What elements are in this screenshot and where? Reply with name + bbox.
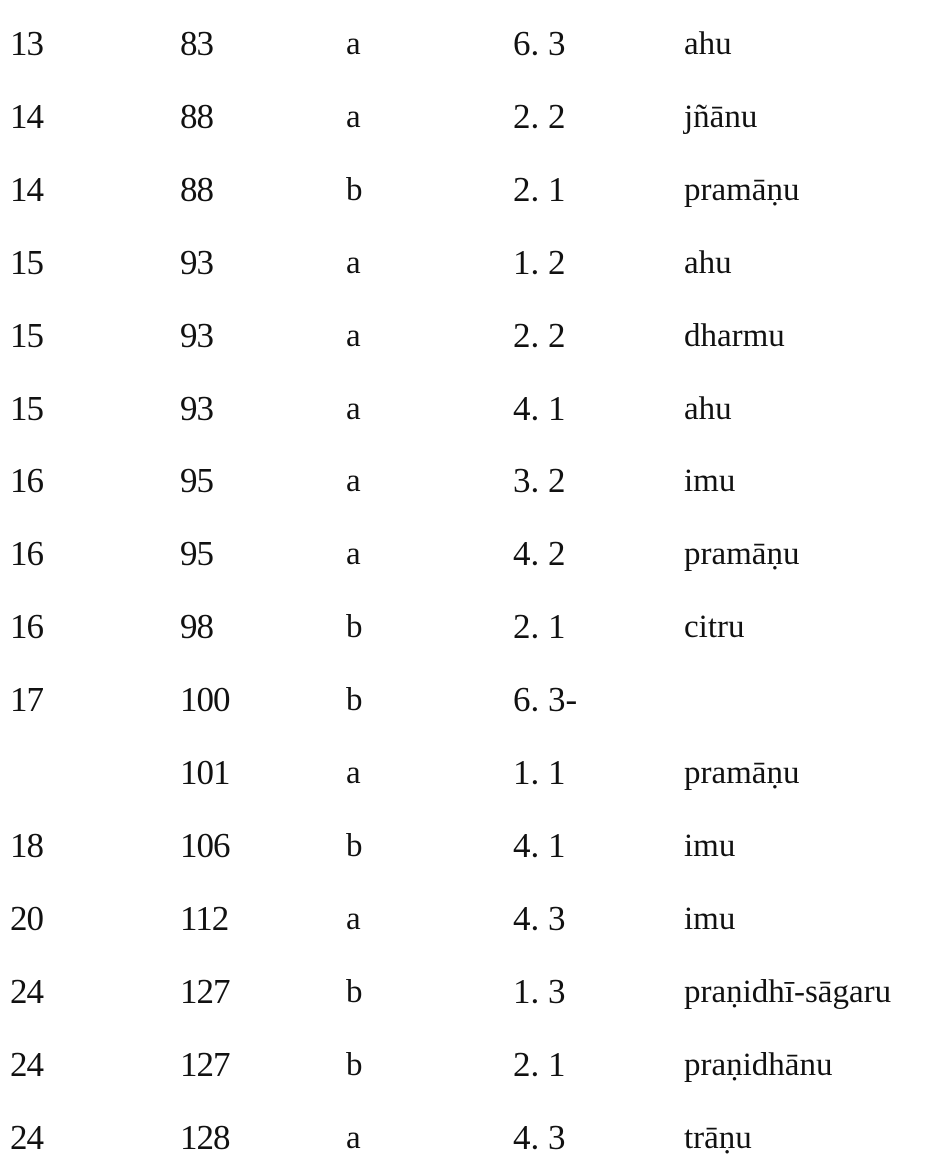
page-number: 127 <box>180 972 230 1011</box>
page-number: 95 <box>180 534 213 573</box>
table-row <box>0 607 945 647</box>
word-form: pramāṇu <box>684 755 800 791</box>
table-row <box>0 461 945 501</box>
table-row <box>0 680 945 720</box>
chapter-number: 14 <box>10 97 43 136</box>
line-reference: 4. 3 <box>513 1118 566 1157</box>
folio-side: a <box>346 245 361 281</box>
page-number: 95 <box>180 461 213 500</box>
word-form: pramāṇu <box>684 536 800 572</box>
line-reference: 1. 3 <box>513 972 566 1011</box>
page-number: 100 <box>180 680 230 719</box>
table-row <box>0 243 945 283</box>
folio-side: a <box>346 26 361 62</box>
chapter-number: 24 <box>10 972 43 1011</box>
line-reference: 2. 2 <box>513 97 566 136</box>
line-reference: 4. 1 <box>513 826 566 865</box>
word-form: praṇidhānu <box>684 1047 833 1083</box>
table-row <box>0 316 945 356</box>
line-reference: 2. 2 <box>513 316 566 355</box>
chapter-number: 15 <box>10 316 43 355</box>
line-reference: 4. 3 <box>513 899 566 938</box>
table-row <box>0 1118 945 1158</box>
folio-side: b <box>346 974 363 1010</box>
page-number: 88 <box>180 170 213 209</box>
page-number: 88 <box>180 97 213 136</box>
word-form: imu <box>684 901 736 937</box>
folio-side: b <box>346 609 363 645</box>
word-form: citru <box>684 609 745 645</box>
table-row <box>0 826 945 866</box>
chapter-number: 16 <box>10 461 43 500</box>
line-reference: 3. 2 <box>513 461 566 500</box>
folio-side: a <box>346 463 361 499</box>
folio-side: a <box>346 99 361 135</box>
page-number: 83 <box>180 24 213 63</box>
line-reference: 6. 3- <box>513 680 578 719</box>
chapter-number: 15 <box>10 243 43 282</box>
page-number: 93 <box>180 243 213 282</box>
word-form: trāṇu <box>684 1120 752 1156</box>
folio-side: a <box>346 536 361 572</box>
table-row <box>0 97 945 137</box>
word-form: praṇidhī-sāgaru <box>684 974 892 1010</box>
folio-side: b <box>346 172 363 208</box>
table-row <box>0 170 945 210</box>
word-form: ahu <box>684 391 732 427</box>
line-reference: 1. 1 <box>513 753 566 792</box>
table-row <box>0 389 945 429</box>
line-reference: 2. 1 <box>513 607 566 646</box>
word-form: ahu <box>684 26 732 62</box>
folio-side: a <box>346 391 361 427</box>
chapter-number: 17 <box>10 680 43 719</box>
page-number: 106 <box>180 826 230 865</box>
page-number: 101 <box>180 753 230 792</box>
word-form: imu <box>684 828 736 864</box>
chapter-number: 24 <box>10 1045 43 1084</box>
table-row <box>0 753 945 793</box>
word-form: dharmu <box>684 318 785 354</box>
folio-side: a <box>346 901 361 937</box>
chapter-number: 16 <box>10 534 43 573</box>
page-number: 128 <box>180 1118 230 1157</box>
folio-side: a <box>346 755 361 791</box>
table-row <box>0 972 945 1012</box>
folio-side: b <box>346 828 363 864</box>
line-reference: 2. 1 <box>513 170 566 209</box>
page-number: 127 <box>180 1045 230 1084</box>
chapter-number: 16 <box>10 607 43 646</box>
word-form: imu <box>684 463 736 499</box>
table-row <box>0 1045 945 1085</box>
page-number: 98 <box>180 607 213 646</box>
page-number: 112 <box>180 899 229 938</box>
table-row <box>0 24 945 64</box>
word-form: ahu <box>684 245 732 281</box>
folio-side: a <box>346 1120 361 1156</box>
line-reference: 4. 2 <box>513 534 566 573</box>
table-row <box>0 534 945 574</box>
line-reference: 2. 1 <box>513 1045 566 1084</box>
folio-side: a <box>346 318 361 354</box>
line-reference: 6. 3 <box>513 24 566 63</box>
chapter-number: 24 <box>10 1118 43 1157</box>
line-reference: 4. 1 <box>513 389 566 428</box>
chapter-number: 14 <box>10 170 43 209</box>
page-number: 93 <box>180 389 213 428</box>
chapter-number: 15 <box>10 389 43 428</box>
folio-side: b <box>346 1047 363 1083</box>
word-form: pramāṇu <box>684 172 800 208</box>
table-row <box>0 899 945 939</box>
word-form: jñānu <box>684 99 758 135</box>
chapter-number: 13 <box>10 24 43 63</box>
folio-side: b <box>346 682 363 718</box>
line-reference: 1. 2 <box>513 243 566 282</box>
chapter-number: 18 <box>10 826 43 865</box>
chapter-number: 20 <box>10 899 43 938</box>
page-number: 93 <box>180 316 213 355</box>
